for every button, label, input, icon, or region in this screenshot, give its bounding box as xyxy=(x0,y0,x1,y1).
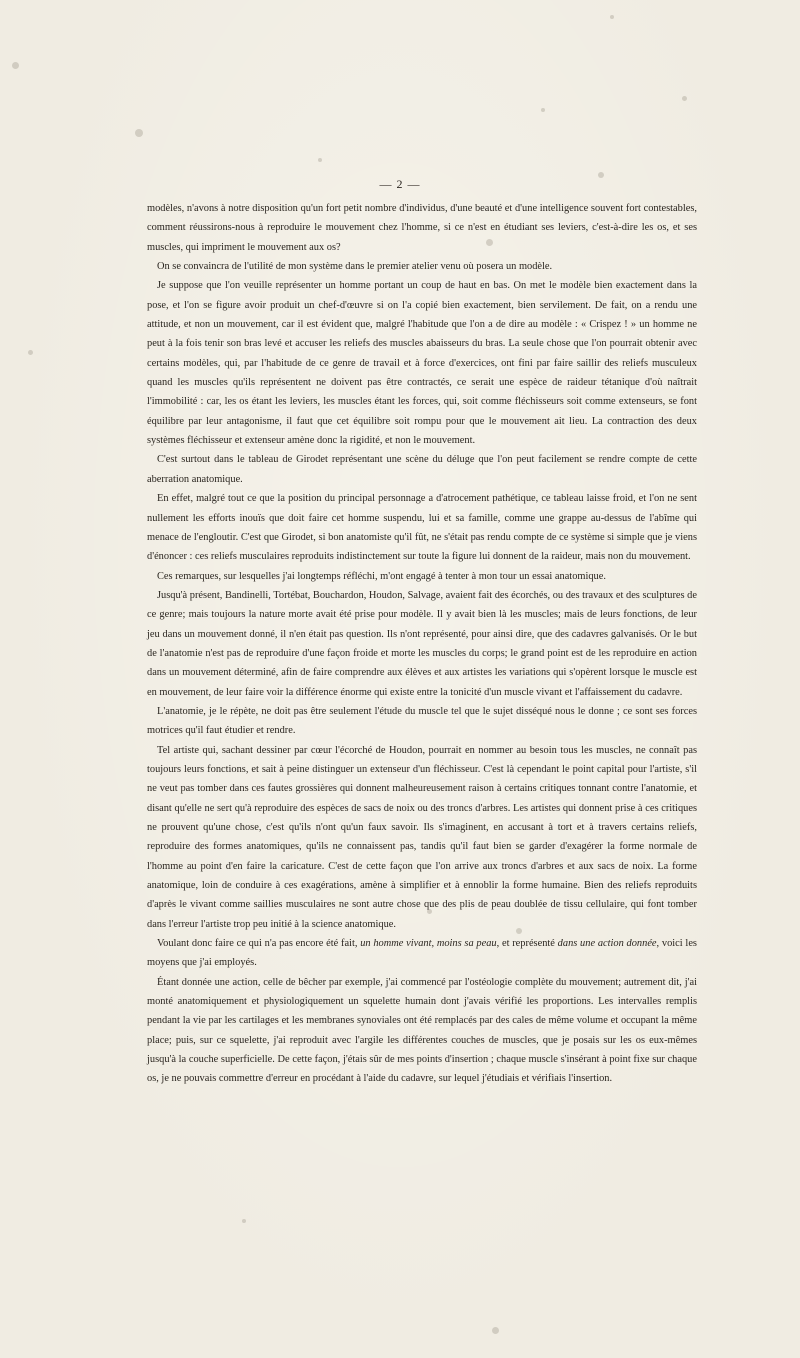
text-run: , voici les moyens que j'ai employés. xyxy=(147,938,697,969)
paragraph: L'anatomie, je le répète, ne doit pas être seulement l'étude du muscle tel que le sujet disséqué nous le donne ; ce sont ses forces motrices qu'il faut étudier et rendre. xyxy=(147,705,697,737)
paragraph: Je suppose que l'on veuille représenter un homme portant un coup de haut en bas. On met le modèle bien exactement dans la pose, et l'on se figure avoir produit un chef-d'œuvre si on l'a copié bien exactement, bien servilement. De fait, on a rendu une attitude, et non un mouvement, car il est évident que, malgré l'habitude que l'on a de dire au modèle : « Crispez ! » un homme ne peut à la fois tenir son bras levé et accuser les reliefs des muscles abaisseurs du bras. La seule chose que l'on pourrait obtenir avec certains modèles, qui, par l'habitude de ce genre de travail et à force d'exercices, ont fini par faire saillir des reliefs musculeux quand les muscles qu'ils représentent ne doivent pas être contractés, ce serait une espèce de raideur tétanique d'où naîtrait l'immobilité : car, les os étant les leviers, les muscles étant les forces, qui, soit comme fléchisseurs soit comme extenseurs, se font équilibre par leur antagonisme, il faut que cet équilibre soit rompu pour que le mouvement ait lieu. La contraction des deux systèmes fléchisseur et extenseur amène donc la rigidité, et non le mouvement. xyxy=(147,280,697,447)
emphasis-text: un homme vivant, moins sa peau xyxy=(360,938,497,950)
paragraph: Jusqu'à présent, Bandinelli, Tortébat, Bouchardon, Houdon, Salvage, avaient fait des écorchés, ou des travaux et des sculptures de ce genre; mais toujours la nature morte avait été prise pour modèle. Il y avait bien là les muscles; mais de leurs fonctions, de leur jeu dans un mouvement donné, il n'en était pas question. Ils n'ont représenté, pour ainsi dire, que des cadavres galvanisés. Or le but de l'anatomie n'est pas de reproduire d'une façon froide et morte les muscles du corps; le grand point est de les reproduire en action dans un mouvement déterminé, afin de faire comprendre aux élèves et aux artistes les variations qui s'opèrent lorsque le muscle est en mouvement, de leur faire voir la différence énorme qui existe entre la tonicité d'un muscle vivant et l'affaissement du cadavre. xyxy=(147,589,697,698)
paper-speck xyxy=(12,62,19,69)
paragraph: Étant donnée une action, celle de bêcher par exemple, j'ai commencé par l'ostéologie complète du mouvement; autrement dit, j'ai monté anatomiquement et physiologiquement un squelette humain dont j'avais vérifié les proportions. Les intervalles remplis pendant la vie par les cartilages et les membranes synoviales ont été remplacés par des cales de même volume et occupant la même place; puis, sur ce squelette, j'ai reproduit avec l'argile les différentes couches de muscles, que je posais sur les os eux-mêmes jusqu'à la couche superficielle. De cette façon, j'étais sûr de mes points d'insertion ; chaque muscle s'insérant à point fixe sur chaque os, je ne pouvais commettre d'erreur en procédant à l'aide du cadavre, sur lequel j'étudiais et vérifiais l'insertion. xyxy=(147,976,697,1085)
paragraph: On se convaincra de l'utilité de mon système dans le premier atelier venu où posera un modèle. xyxy=(157,261,553,273)
paper-speck xyxy=(541,108,545,112)
paragraph: modèles, n'avons à notre disposition qu'un fort petit nombre d'individus, d'une beauté et d'une intelligence souvent fort contestables, comment réussirons-nous à reproduire le mouvement chez l'homme, si ce n'est en étudiant ses leviers, c'est-à-dire les os, et ses muscles, qui impriment le mouvement aux os? xyxy=(147,203,697,253)
paragraph-with-emphasis xyxy=(147,934,697,973)
text-run: , et représenté xyxy=(496,938,558,950)
paper-speck xyxy=(135,129,143,137)
paper-speck xyxy=(242,1219,246,1223)
paper-speck xyxy=(682,96,687,101)
paragraph: En effet, malgré tout ce que la position du principal personnage a d'atrocement pathétique, ce tableau laisse froid, et l'on ne sent nullement les efforts inouïs que doit faire cet homme suspendu, lui et sa famille, comme une grappe au-dessus de l'abîme qui menace de l'engloutir. C'est que Girodet, si bon anatomiste qu'il fût, ne s'était pas rendu compte de ce système si simple que je viens d'énoncer : ces reliefs musculaires reproduits indistinctement sur toute la figure lui donnent de la raideur, mais non du mouvement. xyxy=(147,493,697,563)
paper-speck xyxy=(610,15,614,19)
paragraph: C'est surtout dans le tableau de Girodet représentant une scène du déluge que l'on peut facilement se rendre compte de cette aberration anatomique. xyxy=(147,454,697,485)
paper-speck xyxy=(492,1327,499,1334)
text-run: Voulant donc faire ce qui n'a pas encore été fait, xyxy=(157,938,361,950)
emphasis-text: dans une action donnée xyxy=(557,938,657,950)
paper-speck xyxy=(28,350,33,355)
body-text xyxy=(147,199,697,1089)
paragraph: Ces remarques, sur lesquelles j'ai longtemps réfléchi, m'ont engagé à tenter à mon tour un essai anatomique. xyxy=(157,570,606,582)
page-number: — 2 — xyxy=(379,177,421,191)
paper-speck xyxy=(318,158,322,162)
paragraph: Tel artiste qui, sachant dessiner par cœur l'écorché de Houdon, pourrait en nommer au besoin tous les muscles, ne connaît pas toujours leurs fonctions, et sait à peine distinguer un extenseur d'un fléchisseur. C'est là cependant le point capital pour l'artiste, s'il ne veut pas tomber dans ces fautes grossières qui donnent malheureusement raison à certains critiques tonnant contre l'anatomie, et disant qu'elle ne sert qu'à reproduire des espèces de sacs de noix ou des troncs d'arbres. Les artistes qui donnent prise à ces critiques ne prouvent qu'une chose, c'est qu'ils n'ont qu'un faux savoir. Ils s'imaginent, en accusant à tort et à travers certains reliefs, reproduire des formes anatomiques, qu'ils ne connaissent pas, tandis qu'il faut bien se garder d'exagérer la forme normale de l'homme au point d'en faire la caricature. C'est de cette façon que l'on arrive aux troncs d'arbres et aux sacs de noix. La forme anatomique, loin de conduire à ces exagérations, amène à simplifier et à ennoblir la forme humaine. Bien des reliefs reproduits d'après le vivant comme saillies musculaires ne sont autre chose que des plis de peau doublée de tissu cellulaire, qui font tomber dans l'erreur l'artiste trop peu initié à la science anatomique. xyxy=(147,744,697,930)
